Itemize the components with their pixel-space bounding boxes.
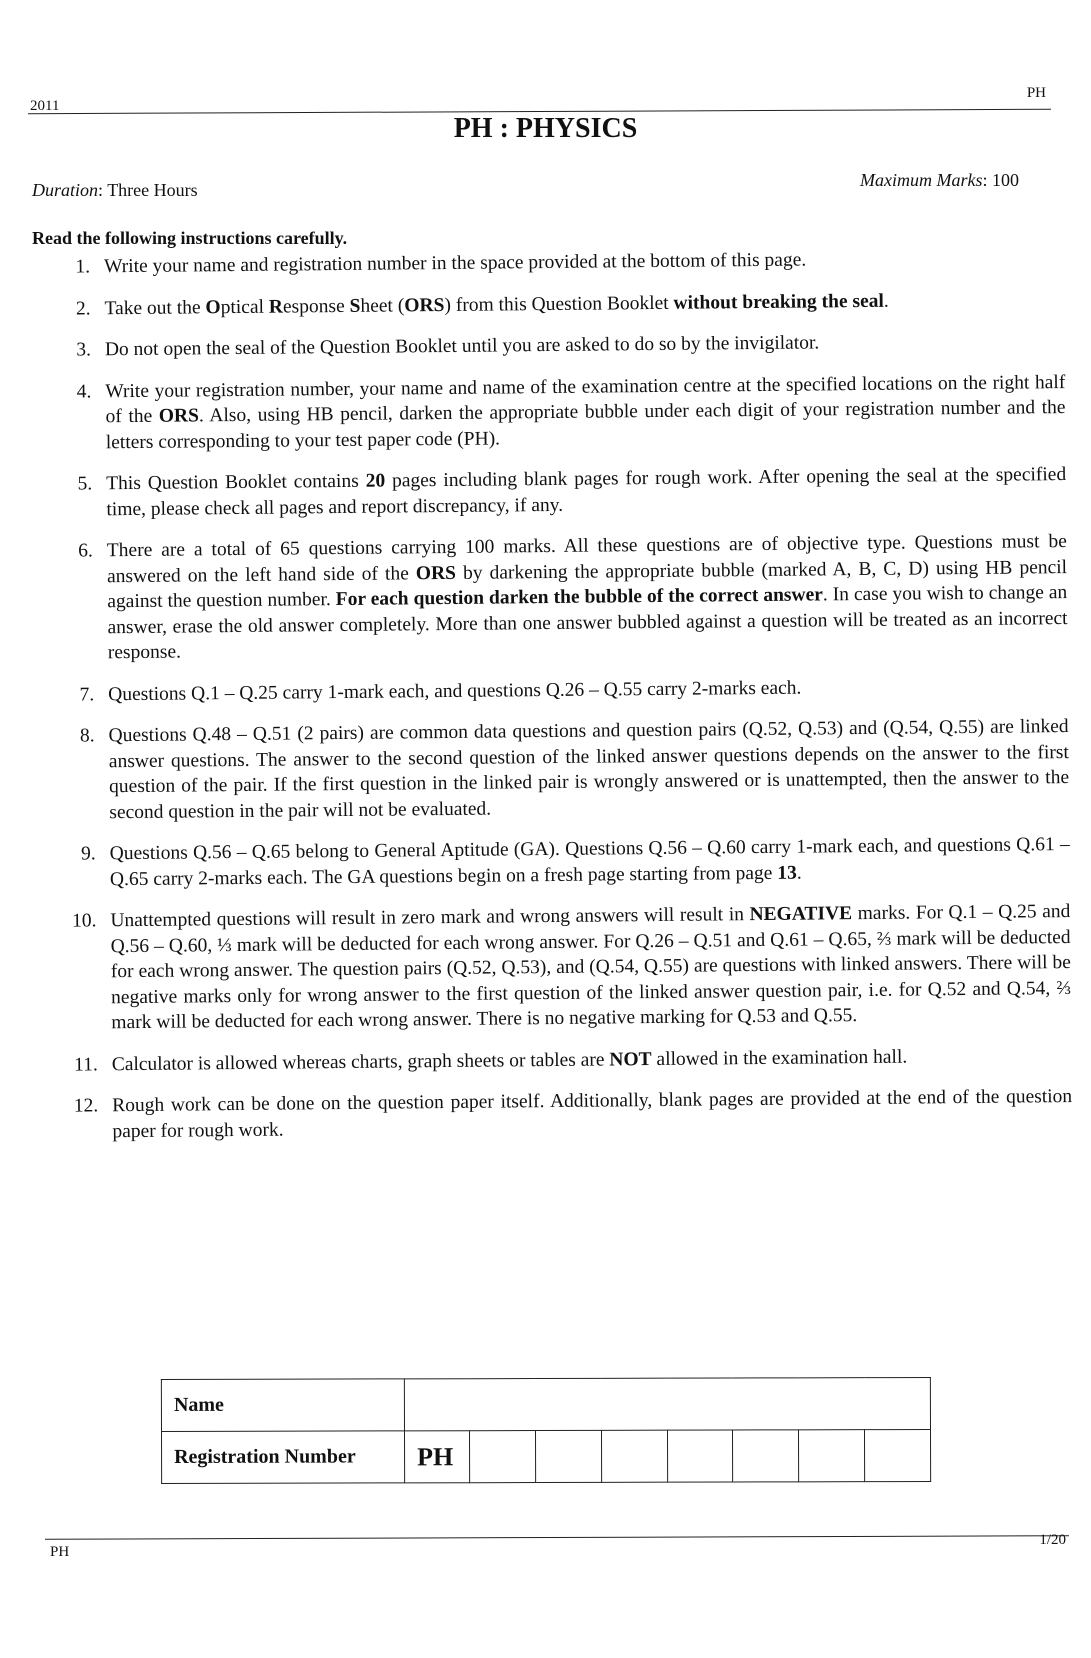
instruction-emphasis: 20: [365, 470, 386, 492]
instruction-emphasis: without breaking the seal: [673, 290, 884, 314]
registration-digit-box[interactable]: [470, 1431, 536, 1483]
instruction-emphasis: ORS: [415, 562, 457, 584]
instruction-number: 3.: [76, 339, 92, 361]
instruction-number: 9.: [81, 843, 96, 865]
instruction-segment: allowed in the examination hall.: [651, 1046, 908, 1070]
instruction-segment: esponse: [282, 295, 350, 318]
instruction-item: [28, 245, 1064, 280]
instruction-text: [105, 370, 1066, 456]
registration-digit-box[interactable]: [601, 1430, 667, 1482]
instruction-text: [107, 529, 1068, 666]
name-row: [161, 1377, 930, 1431]
page-title: PH : PHYSICS: [453, 113, 638, 144]
instruction-text: [112, 1043, 1072, 1078]
instruction-item: [31, 529, 1068, 666]
instruction-number: 8.: [79, 725, 95, 747]
instruction-number: 12.: [73, 1095, 99, 1117]
registration-digit-box[interactable]: [865, 1429, 931, 1481]
instruction-segment: ptical: [220, 296, 269, 318]
instruction-emphasis: 13: [777, 862, 797, 884]
instruction-segment: Unattempted questions will result in zero mark and wrong answers will result in: [110, 904, 750, 932]
instruction-text: [106, 462, 1066, 522]
instruction-text: [110, 832, 1070, 892]
instruction-number: 11.: [74, 1053, 98, 1076]
instruction-segment: Take out the: [104, 296, 206, 319]
instruction-item: [36, 1084, 1072, 1145]
instruction-emphasis: NOT: [609, 1048, 652, 1070]
instruction-item: [34, 899, 1071, 1036]
instruction-emphasis: S: [349, 295, 361, 317]
instruction-segment: . Also, using HB pencil, darken the appropriate bubble under each digit of your registration number and the letters corresponding to your test paper code (PH).: [105, 397, 1066, 453]
instruction-number: 1.: [75, 256, 91, 278]
instruction-item: [30, 462, 1066, 523]
registration-label: Registration Number: [162, 1431, 405, 1484]
instruction-segment: .: [883, 290, 889, 312]
maximum-marks-value: : 100: [982, 170, 1019, 190]
instruction-emphasis: ORS: [404, 294, 445, 316]
name-field[interactable]: [404, 1377, 930, 1430]
header-paper-code: PH: [1026, 85, 1046, 101]
page-number: 1/20: [1039, 1532, 1066, 1548]
instruction-item: [32, 673, 1068, 708]
instruction-text: [112, 1084, 1072, 1144]
duration: [32, 180, 198, 201]
instruction-segment: Calculator is allowed whereas charts, graph sheets or tables are: [111, 1048, 610, 1075]
instruction-emphasis: NEGATIVE: [749, 903, 853, 926]
instruction-segment: pages including blank pages for rough work. After opening the seal at the specified time, please check all pages and report discrepancy, if any.: [106, 464, 1067, 520]
instruction-emphasis: R: [268, 296, 284, 318]
instruction-text: [104, 287, 1064, 322]
instruction-segment: This Question Booklet contains: [106, 470, 366, 495]
instruction-number: 10.: [71, 910, 97, 932]
instruction-text: [105, 328, 1065, 363]
instruction-emphasis: For each question darken the bubble of the correct answer: [335, 584, 823, 611]
instruction-segment: . In case you wish to change an answer, erase the old answer completely. More than one answer bubbled against a question will be treated as an incorrect response.: [107, 582, 1068, 664]
duration-label: Duration: [32, 180, 99, 200]
instruction-item: [34, 832, 1070, 893]
footer-paper-code: PH: [50, 1544, 70, 1560]
registration-digit-box[interactable]: [667, 1430, 733, 1482]
instruction-segment: Write your registration number, your name and name of the examination centre at the specified locations on the right half of the: [105, 371, 1066, 428]
instruction-segment: .: [796, 862, 802, 884]
instructions-list: [28, 245, 1072, 1145]
instruction-item: [28, 287, 1064, 322]
duration-value: : Three Hours: [98, 180, 198, 200]
instruction-number: 5.: [77, 473, 93, 495]
instruction-segment: Questions Q.48 – Q.51 (2 pairs) are common data questions and question pairs (Q.52, Q.53) and (Q.54, Q.55) are linked answer questions. The answer to the second question of the linked answer questions depends on the answer to the first question of the pair. If the first question in the linked pair is wrongly answered or is unattempted, then the answer to the second question in the pair will not be evaluated.: [108, 716, 1070, 823]
instruction-segment: Do not open the seal of the Question Booklet until you are asked to do so by the invigilator.: [104, 332, 820, 361]
instruction-text: [108, 673, 1068, 708]
maximum-marks: [860, 170, 1019, 191]
instruction-text: [110, 899, 1071, 1036]
instruction-segment: heet (: [360, 294, 405, 317]
instruction-text: [104, 245, 1064, 280]
registration-row: [162, 1429, 931, 1483]
instruction-segment: ) from this Question Booklet: [444, 292, 674, 316]
instruction-segment: Questions Q.1 – Q.25 carry 1-mark each, and questions Q.26 – Q.55 carry 2-marks each.: [108, 677, 802, 705]
instruction-segment: Rough work can be done on the question paper itself. Additionally, blank pages are provided at the end of the question paper for rough work.: [112, 1086, 1073, 1142]
instruction-item: [36, 1043, 1072, 1078]
instruction-number: 2.: [75, 297, 91, 320]
instruction-segment: Write your name and registration number in the space provided at the bottom of this page.: [104, 249, 807, 278]
footer-rule: [45, 1535, 1069, 1540]
registration-digit-box[interactable]: [535, 1430, 601, 1482]
instruction-segment: There are a total of 65 questions carrying 100 marks. All these questions are of objective type. Questions must be answered on the left hand side of the: [106, 531, 1067, 587]
registration-prefix: PH: [405, 1431, 470, 1483]
instruction-item: [33, 714, 1070, 826]
instruction-emphasis: O: [205, 296, 221, 318]
instruction-segment: marks. For Q.1 – Q.25 and Q.56 – Q.60, ⅓ mark will be deducted for each wrong answer. For Q.26 – Q.51 and Q.61 – Q.65, ⅔ mark will be deducted for each wrong answer. The question pairs (Q.52, Q.53), and (Q.54, Q.55) are questions with linked answers. There will be negative marks only for wrong answer to the first question of the linked answer question pair, i.e. for Q.52 and Q.54, ⅔ mark will be deducted for each wrong answer. There is no negative marking for Q.53 and Q.55.: [110, 901, 1072, 1034]
instruction-number: 4.: [76, 380, 92, 403]
instructions-heading: Read the following instructions carefully.: [32, 228, 348, 248]
instruction-number: 7.: [79, 683, 95, 706]
instruction-number: 6.: [78, 540, 93, 562]
header-year: 2011: [30, 98, 60, 114]
instruction-segment: by darkening the appropriate bubble (marked A, B, C, D) using HB pencil against the question number.: [107, 556, 1068, 613]
registration-digit-box[interactable]: [733, 1430, 799, 1482]
instruction-item: [29, 370, 1066, 456]
instruction-item: [29, 328, 1065, 363]
name-label: Name: [161, 1379, 404, 1432]
instruction-emphasis: ORS: [158, 405, 200, 427]
instruction-segment: Questions Q.56 – Q.65 belong to General Aptitude (GA). Questions Q.56 – Q.60 carry 1-mark each, and questions Q.61 – Q.65 carry 2-marks each. The GA questions begin on a fresh page starting from page: [109, 834, 1070, 890]
instruction-text: [108, 714, 1069, 825]
registration-digit-box[interactable]: [799, 1430, 865, 1482]
maximum-marks-label: Maximum Marks: [860, 170, 983, 190]
candidate-details-table: [161, 1377, 931, 1484]
